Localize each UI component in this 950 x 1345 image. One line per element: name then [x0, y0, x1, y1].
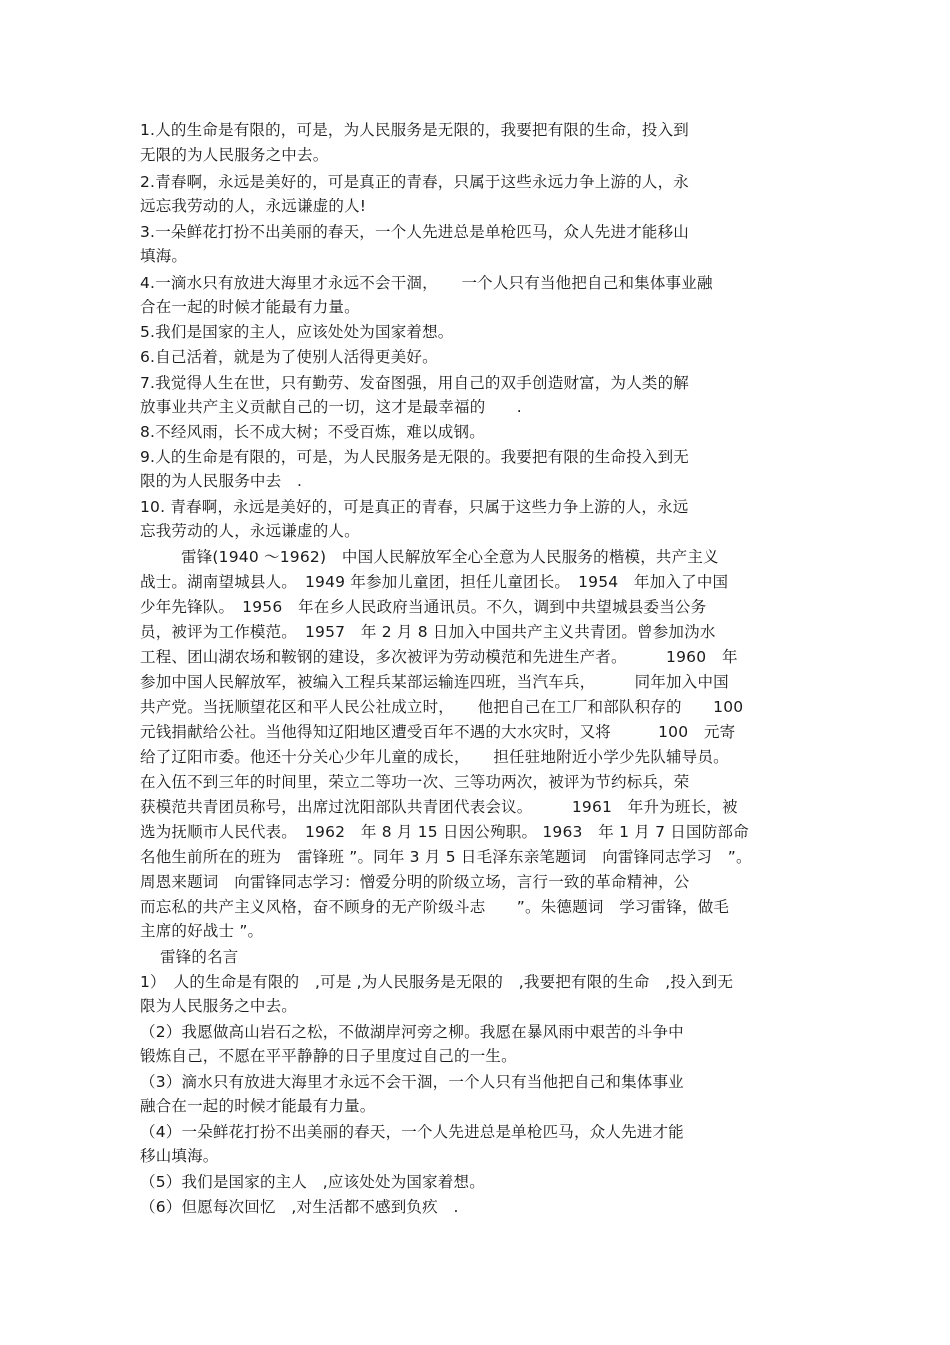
text-line: 参加中国人民解放军，被编入工程兵某部运输连四班，当汽车兵， 同年加入中国: [140, 673, 729, 691]
text-line: 元钱捐献给公社。当他得知辽阳地区遭受百年不遇的大水灾时，又将 100 元寄: [140, 723, 736, 741]
text-line: 7.我觉得人生在世，只有勤劳、发奋图强，用自己的双手创造财富，为人类的解: [140, 374, 689, 392]
text-line: 在入伍不到三年的时间里，荣立二等功一次、三等功两次，被评为节约标兵，荣: [140, 773, 690, 791]
text-line: 2.青春啊，永远是美好的，可是真正的青春，只属于这些永远力争上游的人，永: [140, 173, 689, 191]
text-line: （5）我们是国家的主人 ,应该处处为国家着想。: [140, 1173, 485, 1191]
text-line: 无限的为人民服务之中去。: [140, 146, 329, 164]
text-line: 6.自己活着，就是为了使别人活得更美好。: [140, 348, 438, 366]
text-line: （4）一朵鲜花打扮不出美丽的春天，一个人先进总是单枪匹马，众人先进才能: [140, 1123, 684, 1141]
text-line: 限为人民服务之中去。: [140, 997, 298, 1015]
text-line: 雷锋(1940 ～1962) 中国人民解放军全心全意为人民服务的楷模，共产主义: [181, 548, 719, 566]
text-line: 给了辽阳市委。他还十分关心少年儿童的成长， 担任驻地附近小学少先队辅导员。: [140, 748, 729, 766]
text-line: 5.我们是国家的主人，应该处处为国家着想。: [140, 323, 454, 341]
text-line: 锻炼自己，不愿在平平静静的日子里度过自己的一生。: [140, 1047, 517, 1065]
text-line: 1） 人的生命是有限的 ,可是 ,为人民服务是无限的 ,我要把有限的生命 ,投入到无: [140, 973, 734, 991]
text-line: 10. 青春啊，永远是美好的，可是真正的青春，只属于这些力争上游的人，永远: [140, 498, 689, 516]
text-line: （3）滴水只有放进大海里才永远不会干涸，一个人只有当他把自己和集体事业: [140, 1073, 684, 1091]
text-line: 名他生前所在的班为 雷锋班 ”。同年 3 月 5 日毛泽东亲笔题词 向雷锋同志学习 ”。: [140, 848, 752, 866]
text-line: 共产党。当抚顺望花区和平人民公社成立时， 他把自己在工厂和部队积存的 100: [140, 698, 744, 716]
text-line: 9.人的生命是有限的，可是，为人民服务是无限的。我要把有限的生命投入到无: [140, 448, 689, 466]
text-line: 融合在一起的时候才能最有力量。: [140, 1097, 376, 1115]
text-line: 主席的好战士 ”。: [140, 922, 264, 940]
text-line: 3.一朵鲜花打扮不出美丽的春天，一个人先进总是单枪匹马，众人先进才能移山: [140, 223, 689, 241]
text-line: 放事业共产主义贡献自己的一切，这才是最幸福的 .: [140, 398, 522, 416]
text-line: 远忘我劳动的人，永远谦虚的人!: [140, 197, 367, 215]
text-line: 1.人的生命是有限的，可是，为人民服务是无限的，我要把有限的生命，投入到: [140, 121, 689, 139]
text-line: 8.不经风雨，长不成大树；不受百炼，难以成钢。: [140, 423, 485, 441]
text-line: （2）我愿做高山岩石之松，不做湖岸河旁之柳。我愿在暴风雨中艰苦的斗争中: [140, 1023, 684, 1041]
text-line: 4.一滴水只有放进大海里才永远不会干涸， 一个人只有当他把自己和集体事业融: [140, 274, 713, 292]
text-line: 移山填海。: [140, 1147, 219, 1165]
text-line: 选为抚顺市人民代表。 1962 年 8 月 15 日因公殉职。 1963 年 1 月 7 日国防部命: [140, 823, 749, 841]
text-line: 少年先锋队。 1956 年在乡人民政府当通讯员。不久，调到中共望城县委当公务: [140, 598, 707, 616]
text-line: （6）但愿每次回忆 ,对生活都不感到负疚 .: [140, 1198, 459, 1216]
text-line: 填海。: [140, 247, 188, 265]
text-line: 战士。湖南望城县人。 1949 年参加儿童团，担任儿童团长。 1954 年加入了中国: [140, 573, 729, 591]
text-line: 周恩来题词 向雷锋同志学习：憎爱分明的阶级立场，言行一致的革命精神，公: [140, 873, 690, 891]
text-line: 获模范共青团员称号，出席过沈阳部队共青团代表会议。 1961 年升为班长，被: [140, 798, 738, 816]
text-line: 限的为人民服务中去 .: [140, 472, 303, 490]
section-heading: 雷锋的名言: [160, 948, 239, 966]
text-line: 员，被评为工作模范。 1957 年 2 月 8 日加入中国共产主义共青团。曾参加沩水: [140, 623, 716, 641]
text-line: 而忘私的共产主义风格，奋不顾身的无产阶级斗志 ”。朱德题词 学习雷锋，做毛: [140, 898, 730, 916]
text-line: 忘我劳动的人，永远谦虚的人。: [140, 522, 360, 540]
text-line: 工程、团山湖农场和鞍钢的建设，多次被评为劳动模范和先进生产者。 1960 年: [140, 648, 738, 666]
text-line: 合在一起的时候才能最有力量。: [140, 298, 360, 316]
